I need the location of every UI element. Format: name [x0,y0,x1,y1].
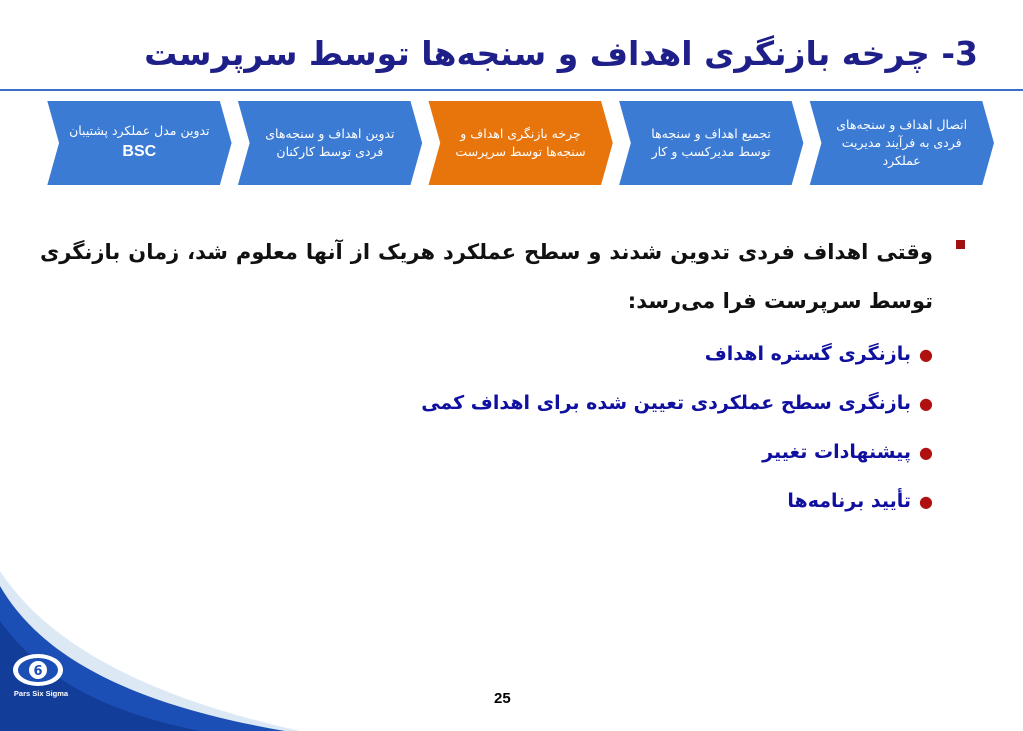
slide-body [40,228,933,511]
step-1-line-1: اتصال اهداف و سنجه‌های [836,116,968,132]
main-bullet-text: وقتی اهداف فردی تدوین شدند و سطح عملکرد هریک از آنها معلوم شد، زمان بازنگری توسط سرپرست فرا می‌رسد: [40,240,933,314]
step-4-line-1: تدوین اهداف و سنجه‌های [265,125,395,141]
sub-bullet-list [40,342,933,512]
dot-bullet-icon: ● [919,442,933,462]
step-5-line-1: تدوین مدل عملکرد پشتیبان [69,123,210,139]
list-item [40,391,933,414]
list-item [40,489,933,512]
corner-wave-decoration [0,511,300,731]
square-bullet-icon [956,240,965,249]
step-2-line-1: تجمیع اهداف و سنجه‌ها [651,125,771,141]
process-step-4 [249,100,412,186]
page-number: 25 [494,690,511,707]
dot-bullet-icon: ● [919,344,933,364]
step-2-line-2: توسط مدیرکسب و کار [651,144,771,159]
svg-text:6: 6 [33,664,43,679]
process-chevron-flow [30,100,995,186]
dot-bullet-icon: ● [919,393,933,413]
step-3-line-2: سنجه‌ها توسط سرپرست [455,144,586,159]
list-item [40,342,933,365]
main-bullet [40,228,933,327]
sub-item-text: بازنگری سطح عملکردی تعیین شده برای اهداف کمی [421,391,911,414]
logo-text: Pars Six Sigma [13,689,69,698]
process-step-3-active [439,100,602,186]
step-3-line-1: چرخه بازنگری اهداف و [460,125,581,141]
slide-title: 3- چرخه بازنگری اهداف و سنجه‌ها توسط سرپرست [144,34,978,73]
sub-item-text: تأیید برنامه‌ها [787,489,911,512]
step-1-line-2: فردی به فرآیند مدیریت [841,134,962,150]
step-5-line-2: BSC [122,143,157,161]
dot-bullet-icon: ● [919,491,933,511]
step-1-line-3: عملکرد [882,153,921,169]
sub-item-text: بازنگری گستره اهداف [704,342,911,365]
process-step-1 [820,100,983,186]
step-4-line-2: فردی توسط کارکنان [276,144,384,159]
process-step-2 [630,100,793,186]
sub-item-text: پیشنهادات تغییر [762,440,911,463]
process-step-5 [58,100,221,186]
title-divider [0,89,1023,91]
list-item [40,440,933,463]
